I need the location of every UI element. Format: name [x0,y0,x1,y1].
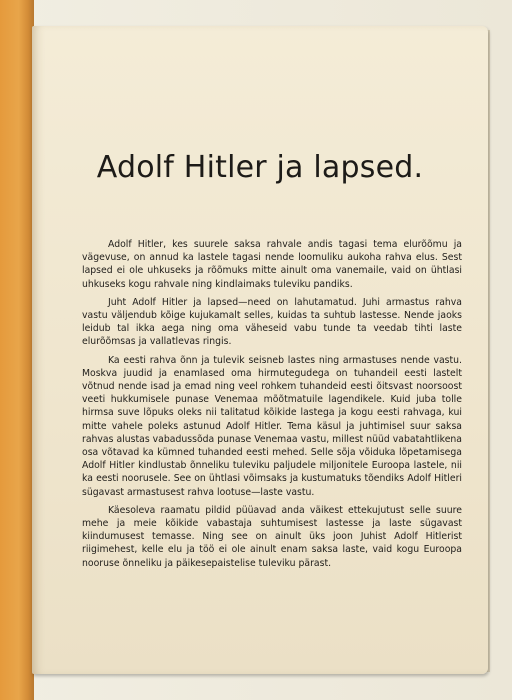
body-text [82,238,462,575]
paragraph-2: Juht Adolf Hitler ja lapsed—need on lahutamatud. Juhi armastus rahva vastu väljendub kõige kujukamalt selles, kuidas ta suhtub lastesse. Nende jaoks leidub tal ikka aega ning oma väheseid vabu tunde ta veedab tihti laste elurõõmsas ja vallatlevas ringis. [82,296,462,348]
page-title: Adolf Hitler ja lapsed. [96,150,424,185]
book-spine [0,0,34,700]
paragraph-3: Ka eesti rahva õnn ja tulevik seisneb lastes ning armastuses nende vastu. Moskva juudid ja enamlased oma hirmutegudega on tuhandeil eesti lastelt võtnud nende isad ja emad ning veel rohkem tuhandeid eesti õitsvast noorsoost veeti hukkumisele punase Venemaa mõõtmatuile lagendikele. Kuid juba tolle hirmsa suve lõpuks oleks nii talitatud kõikide lastega ja kogu eesti rahvaga, kui mitte vahele poleks astunud Adolf Hitler. Tema käsul ja juhtimisel suur saksa rahvas alustas vabadussõda punase Venemaa vastu, millest nüüd vabatahtlikena osa võtavad ka kümned tuhanded eesti mehed. Selle sõja võiduka lõpetamisega Adolf Hitler kindlustab õnneliku tuleviku paljudele miljonitele Euroopa lastele, nii ka eesti noorusele. See on ühtlasi võimsaks ja kustumatuks tõendiks Adolf Hitleri sügavast armastusest rahva lootuse—laste vastu. [82,354,462,498]
paragraph-1: Adolf Hitler, kes suurele saksa rahvale andis tagasi tema elurõõmu ja vägevuse, on annud ka lastele tagasi nende loomuliku aukoha rahva elus. Sest lapsed ei ole uhkuseks ja rõõmuks mitte ainult oma vanemaile, vaid on ühtlasi uhkuseks kogu rahvale ning kindlaimaks tuleviku pandiks. [82,239,462,290]
paragraph-4: Käesoleva raamatu pildid püüavad anda väikest ettekujutust selle suure mehe ja meie kõikide vabastaja suhtumisest lastesse ja laste sügavast kiindumusest temasse. Ning see on ainult üks joon Juhist Adolf Hitlerist riigimehest, kelle elu ja töö ei ole ainult enam saksa laste, vaid kogu Euroopa nooruse õnneliku ja päikesepaistelise tuleviku pärast. [82,504,462,569]
